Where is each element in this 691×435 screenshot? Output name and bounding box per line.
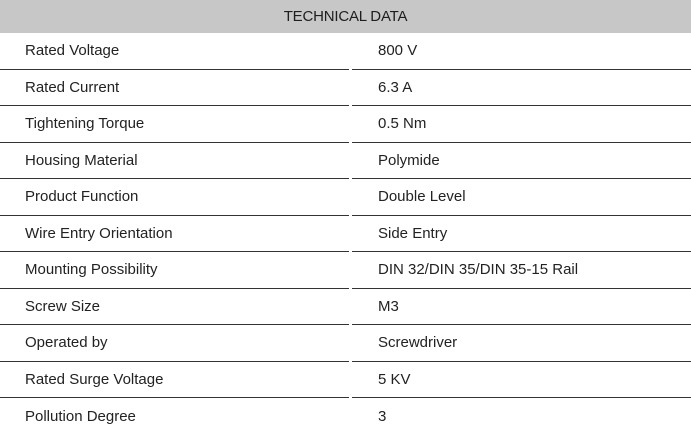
row-value: Double Level (352, 179, 691, 216)
row-label: Product Function (0, 179, 349, 216)
row-value: 3 (378, 407, 387, 425)
table-body (0, 33, 691, 435)
table-header (0, 0, 691, 33)
table-row (0, 289, 691, 326)
table-row (0, 179, 691, 216)
row-value: 5 KV (352, 362, 691, 399)
row-value: 800 V (352, 33, 691, 70)
table-row (0, 216, 691, 253)
row-label: Rated Surge Voltage (0, 362, 349, 399)
row-label: Mounting Possibility (0, 252, 349, 289)
row-value: DIN 32/DIN 35/DIN 35-15 Rail (352, 252, 691, 289)
table-row (0, 325, 691, 362)
table-title: TECHNICAL DATA (283, 8, 408, 25)
table-row (0, 143, 691, 180)
row-label: Housing Material (0, 143, 349, 180)
row-value: Polymide (352, 143, 691, 180)
table-row (0, 362, 691, 399)
row-value: 6.3 A (352, 70, 691, 107)
row-label: Rated Current (0, 70, 349, 107)
table-row (0, 398, 691, 435)
table-row (0, 106, 691, 143)
table-row (0, 33, 691, 70)
table-row (0, 252, 691, 289)
row-value: Side Entry (352, 216, 691, 253)
row-label: Operated by (0, 325, 349, 362)
row-label: Tightening Torque (0, 106, 349, 143)
row-label: Wire Entry Orientation (0, 216, 349, 253)
row-label: Screw Size (0, 289, 349, 326)
row-label: Pollution Degree (25, 407, 136, 425)
row-value: Screwdriver (352, 325, 691, 362)
row-label: Rated Voltage (0, 33, 349, 70)
table-row (0, 70, 691, 107)
row-value: 0.5 Nm (352, 106, 691, 143)
row-value: M3 (352, 289, 691, 326)
